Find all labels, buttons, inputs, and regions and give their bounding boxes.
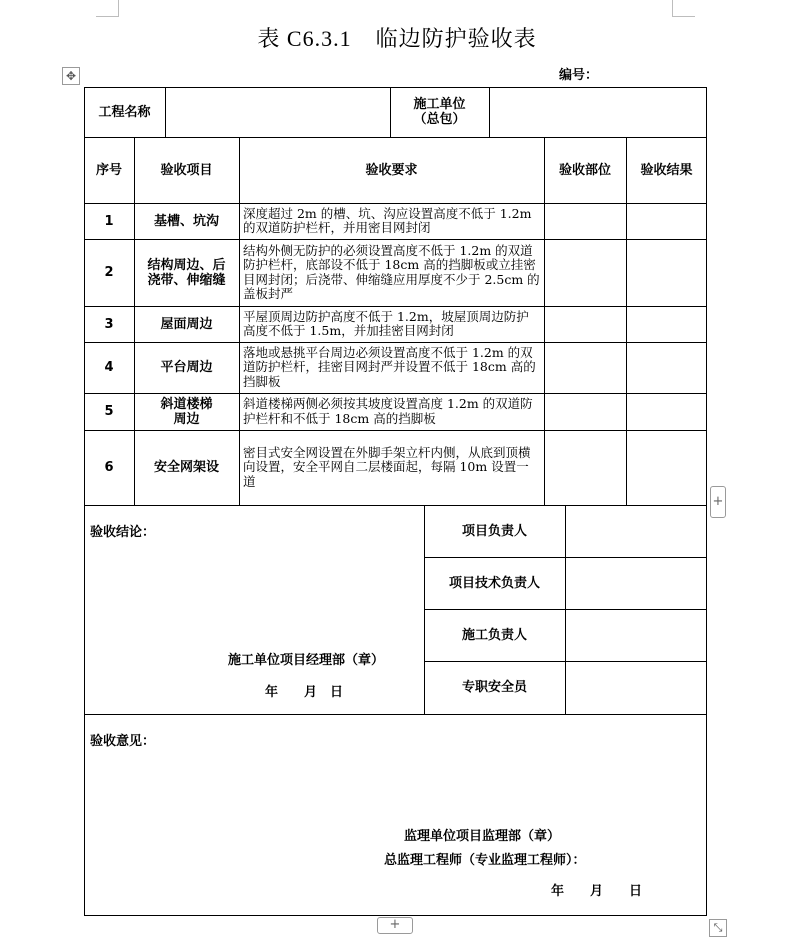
row-1-seq: 1 [104, 213, 114, 229]
row-6-part[interactable] [544, 430, 626, 505]
row-4-requirement: 落地或悬挑平台周边必须设置高度不低于 1.2m 的双道防护栏杆，挂密目网封严并设置不低于 18cm 高的挡脚板 [243, 344, 536, 389]
page-title [0, 22, 794, 53]
contractor-value[interactable] [489, 87, 707, 137]
row-3-requirement: 平屋顶周边防护高度不低于 1.2m，坡屋顶周边防护高度不低于 1.5m，并加挂密目网封闭 [243, 308, 529, 338]
signer-project-manager-sign[interactable] [565, 505, 707, 557]
signer-construction-lead: 施工负责人 [461, 627, 527, 643]
project-name-label: 工程名称 [98, 104, 151, 120]
add-row-plus-icon[interactable]: + [377, 917, 413, 934]
opinion-label: 验收意见： [90, 734, 156, 749]
row-1-result[interactable] [626, 203, 707, 239]
row-4-result[interactable] [626, 342, 707, 393]
number-label: 编号： [559, 68, 599, 83]
row-5-part[interactable] [544, 393, 626, 430]
row-6-result[interactable] [626, 430, 707, 505]
col-header-requirement: 验收要求 [365, 162, 418, 178]
resize-icon[interactable]: ⤡ [709, 919, 727, 937]
signer-project-manager: 项目负责人 [461, 523, 527, 539]
row-3-seq: 3 [104, 316, 114, 332]
opinion-date: 年 月 日 [551, 884, 643, 899]
page-corner-mark-left [96, 0, 119, 17]
conclusion-date: 年 月 日 [265, 685, 344, 700]
row-2-requirement: 结构外侧无防护的必须设置高度不低于 1.2m 的双道防护栏杆，底部设不低于 18cm 高的挡脚板或立挂密目网封闭；后浇带、伸缩缝应用厚度不少于 2.5cm 的盖板封严 [243, 242, 540, 301]
form-name: 临边防护验收表 [375, 27, 537, 52]
col-header-seq: 序号 [95, 162, 122, 178]
row-5-requirement: 斜道楼梯两侧必须按其坡度设置高度 1.2m 的双道防护栏杆和不低于 18cm 高的挡脚板 [243, 396, 533, 426]
col-header-part: 验收部位 [558, 162, 611, 178]
row-1-requirement: 深度超过 2m 的槽、坑、沟应设置高度不低于 1.2m 的双道防护栏杆，并用密目网封闭 [243, 205, 532, 235]
row-5-seq: 5 [104, 404, 114, 419]
row-3-result[interactable] [626, 306, 707, 342]
signer-construction-lead-sign[interactable] [565, 609, 707, 661]
row-5-item: 斜道楼梯 周边 [160, 396, 213, 427]
conclusion-dept: 施工单位项目经理部（章） [228, 653, 385, 668]
row-2-seq: 2 [104, 265, 114, 280]
signer-tech-lead-sign[interactable] [565, 557, 707, 609]
row-1-part[interactable] [544, 203, 626, 239]
col-header-item: 验收项目 [160, 162, 213, 178]
signer-safety-officer: 专职安全员 [461, 680, 527, 695]
conclusion-label: 验收结论： [90, 525, 156, 540]
col-header-result: 验收结果 [640, 162, 693, 178]
row-2-item: 结构周边、后 浇带、伸缩缝 [147, 257, 226, 288]
contractor-label-line2: （总包） [413, 112, 466, 127]
row-6-item: 安全网架设 [153, 460, 219, 475]
move-icon[interactable]: ✥ [62, 67, 80, 85]
row-4-seq: 4 [104, 360, 114, 375]
contractor-label [390, 87, 489, 137]
row-4-item: 平台周边 [160, 360, 213, 375]
row-2-result[interactable] [626, 239, 707, 306]
row-1-item: 基槽、坑沟 [153, 213, 219, 229]
row-3-item: 屋面周边 [160, 316, 213, 332]
signer-tech-lead: 项目技术负责人 [448, 575, 540, 591]
form-code: 表 C6.3.1 [257, 26, 352, 51]
row-6-requirement: 密目式安全网设置在外脚手架立杆内侧，从底到顶横向设置，安全平网自二层楼面起，每隔 10m 设置一道 [243, 444, 531, 489]
page-corner-mark-right [672, 0, 695, 17]
project-name-value[interactable] [165, 87, 390, 137]
row-4-part[interactable] [544, 342, 626, 393]
contractor-label-line1: 施工单位 [413, 97, 466, 112]
row-6-seq: 6 [104, 460, 114, 475]
row-3-part[interactable] [544, 306, 626, 342]
plus-icon[interactable]: + [710, 486, 726, 518]
opinion-dept: 监理单位项目监理部（章） [404, 829, 561, 844]
row-2-part[interactable] [544, 239, 626, 306]
opinion-engineer: 总监理工程师（专业监理工程师）： [384, 853, 586, 868]
row-5-result[interactable] [626, 393, 707, 430]
signer-safety-officer-sign[interactable] [565, 661, 707, 714]
